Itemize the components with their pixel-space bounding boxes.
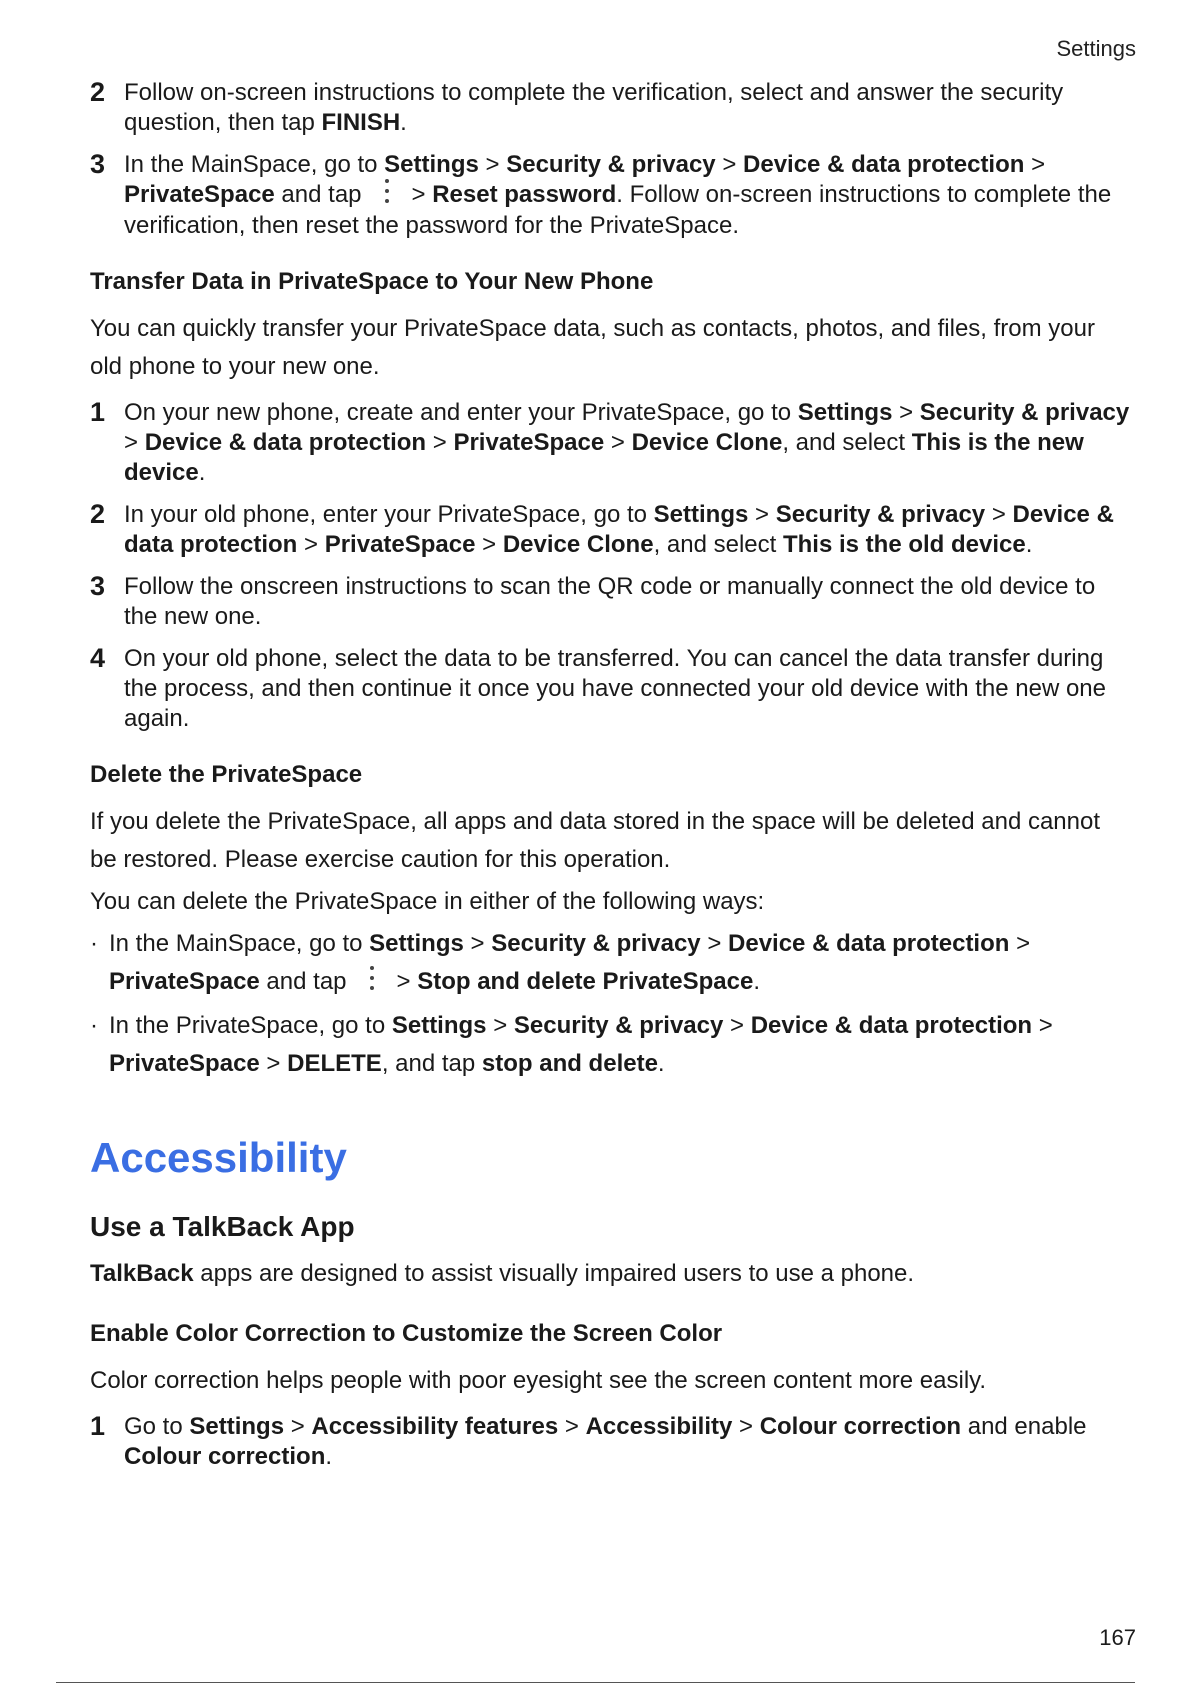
- text-run: .: [1025, 531, 1033, 558]
- bold-term: Device & data protection: [144, 429, 427, 456]
- text-run: >: [604, 429, 632, 456]
- text-run: >: [478, 151, 507, 178]
- text-run: >: [985, 501, 1013, 528]
- step-number: 2: [90, 499, 106, 529]
- text-run: >: [715, 151, 744, 178]
- text-run: >: [1009, 930, 1037, 957]
- step-number: 3: [90, 149, 106, 179]
- step-number: 1: [90, 397, 106, 427]
- step-item: [90, 1412, 1130, 1472]
- text-run: >: [411, 181, 433, 208]
- step-text: [124, 1412, 1130, 1472]
- text-run: >: [124, 399, 1136, 456]
- bullet-dot: ·: [90, 930, 98, 957]
- text-run: >: [284, 1413, 312, 1440]
- color-correction-intro: Color correction helps people with poor eyesight see the screen content more easily.: [90, 1367, 987, 1394]
- text-run: apps are designed to assist visually impaired users to use a phone.: [193, 1260, 915, 1287]
- transfer-intro: You can quickly transfer your PrivateSpace data, such as contacts, photos, and files, from your old phone to your new one.: [90, 315, 1095, 380]
- bold-term: Device & data protection: [124, 501, 1121, 558]
- text-run: In the MainSpace, go to: [109, 930, 370, 957]
- delete-intro: If you delete the PrivateSpace, all apps and data stored in the space will be deleted and cannot be restored. Please exercise caution for this operation.: [90, 808, 1101, 873]
- text-run: >: [463, 930, 492, 957]
- bullet-text: [109, 925, 1130, 1001]
- step-text: [124, 78, 1130, 138]
- bold-term: This is the new device: [124, 429, 1091, 486]
- bold-term: Device & data protection: [750, 1012, 1033, 1039]
- bold-term: Device Clone: [502, 531, 654, 558]
- bold-term: Settings: [369, 930, 464, 957]
- text-run: .: [753, 968, 760, 995]
- step-item: [90, 644, 1130, 734]
- step-number: 3: [90, 571, 106, 601]
- bold-term: Security & privacy: [513, 1012, 724, 1039]
- text-run: .: [325, 1443, 333, 1470]
- bold-term: stop and delete: [481, 1050, 658, 1077]
- bold-term: FINISH: [321, 109, 401, 136]
- transfer-steps: [90, 397, 1136, 734]
- text-run: >: [259, 1050, 288, 1077]
- text-run: Go to: [124, 1413, 190, 1440]
- bold-term: PrivateSpace: [453, 429, 605, 456]
- text-run: >: [1024, 151, 1052, 178]
- text-run: >: [732, 1413, 760, 1440]
- bold-term: DELETE: [287, 1050, 382, 1077]
- chapter-title: Accessibility: [90, 1134, 347, 1181]
- step-text: [124, 644, 1130, 734]
- text-run: . Follow on-screen instructions to complete the verification, then reset the password for the PrivateSpace.: [124, 181, 1118, 239]
- page-number: 167: [1099, 1625, 1136, 1650]
- bold-term: Security & privacy: [506, 151, 716, 178]
- text-run: .: [657, 1050, 665, 1077]
- step-item: [90, 572, 1130, 632]
- step-text: [124, 398, 1136, 488]
- text-run: On your new phone, create and enter your PrivateSpace, go to: [124, 399, 798, 426]
- text-run: >: [748, 501, 776, 528]
- more-options-icon: [365, 968, 379, 998]
- bullet-text: [109, 1007, 1130, 1083]
- bold-term: Security & privacy: [491, 930, 701, 957]
- bold-term: PrivateSpace: [124, 181, 275, 208]
- bold-term: Device & data protection: [743, 151, 1025, 178]
- text-run: , and select: [782, 429, 912, 456]
- list-item: [90, 925, 1130, 1001]
- text-run: .: [400, 109, 407, 136]
- section-heading-transfer: Transfer Data in PrivateSpace to Your New Phone: [90, 268, 654, 295]
- bold-term: Security & privacy: [919, 399, 1130, 426]
- bold-term: Reset password: [432, 181, 617, 208]
- delete-ways-intro: You can delete the PrivateSpace in either of the following ways:: [90, 888, 765, 915]
- section-heading-delete: Delete the PrivateSpace: [90, 761, 363, 788]
- bold-term: PrivateSpace: [324, 531, 476, 558]
- text-run: and tap: [274, 181, 362, 208]
- text-run: and enable: [961, 1413, 1094, 1440]
- text-run: >: [723, 1012, 751, 1039]
- list-item: [90, 1007, 1130, 1083]
- text-run: >: [426, 429, 454, 456]
- bold-term: Settings: [391, 1012, 487, 1039]
- bold-term: PrivateSpace: [109, 968, 260, 995]
- step-text: [124, 150, 1130, 241]
- footer-divider: [56, 1682, 1135, 1683]
- bold-term: Security & privacy: [775, 501, 986, 528]
- color-steps: [90, 1412, 1130, 1472]
- step-item: [90, 397, 1136, 488]
- step-number: 1: [90, 1411, 106, 1441]
- text-run: In the MainSpace, go to: [124, 151, 385, 178]
- step-number: 4: [90, 643, 106, 673]
- bold-term: Accessibility features: [311, 1413, 559, 1440]
- bold-term: Colour correction: [124, 1443, 326, 1470]
- text-run: >: [486, 1012, 514, 1039]
- reset-steps: [90, 78, 1130, 241]
- text-run: >: [396, 968, 418, 995]
- talkback-text: [90, 1255, 1130, 1293]
- step-item: [90, 150, 1130, 241]
- text-run: .: [198, 459, 206, 486]
- bold-term: TalkBack: [90, 1260, 194, 1287]
- text-run: >: [297, 531, 325, 558]
- bold-term: Settings: [384, 151, 479, 178]
- bold-term: This is the old device: [782, 531, 1026, 558]
- text-run: On your old phone, select the data to be transferred. You can cancel the data transfer during the process, and then continue it once you have connected your old device with the new one again.: [124, 645, 1113, 732]
- step-item: [90, 78, 1130, 138]
- bold-term: Settings: [653, 501, 749, 528]
- text-run: >: [700, 930, 729, 957]
- text-run: Follow on-screen instructions to complete the verification, select and answer the security question, then tap: [124, 79, 1070, 136]
- text-run: >: [475, 531, 503, 558]
- more-options-icon: [380, 181, 394, 211]
- section-heading-color-correction: Enable Color Correction to Customize the Screen Color: [90, 1320, 723, 1347]
- bold-term: Colour correction: [759, 1413, 962, 1440]
- text-run: >: [558, 1413, 586, 1440]
- text-run: In the PrivateSpace, go to: [109, 1012, 392, 1039]
- text-run: and tap: [259, 968, 347, 995]
- text-run: Follow the onscreen instructions to scan the QR code or manually connect the old device to the new one.: [124, 573, 1102, 630]
- bold-term: Device Clone: [631, 429, 783, 456]
- text-run: >: [892, 399, 920, 426]
- running-header: Settings: [1056, 36, 1136, 61]
- text-run: In your old phone, enter your PrivateSpace, go to: [124, 501, 654, 528]
- bold-term: Stop and delete PrivateSpace: [417, 968, 754, 995]
- text-run: >: [1032, 1012, 1060, 1039]
- bold-term: Settings: [189, 1413, 285, 1440]
- bold-term: Accessibility: [585, 1413, 733, 1440]
- section-heading-talkback: Use a TalkBack App: [90, 1211, 355, 1242]
- bullet-dot: ·: [90, 1012, 98, 1039]
- bold-term: Device & data protection: [728, 930, 1010, 957]
- step-text: [124, 500, 1130, 560]
- step-item: [90, 500, 1130, 560]
- bold-term: PrivateSpace: [109, 1050, 260, 1077]
- text-run: , and tap: [381, 1050, 482, 1077]
- step-number: 2: [90, 77, 106, 107]
- step-text: [124, 572, 1130, 632]
- delete-bullets: [90, 925, 1130, 1083]
- page-content: [90, 77, 1136, 1484]
- text-run: , and select: [653, 531, 783, 558]
- bold-term: Settings: [797, 399, 893, 426]
